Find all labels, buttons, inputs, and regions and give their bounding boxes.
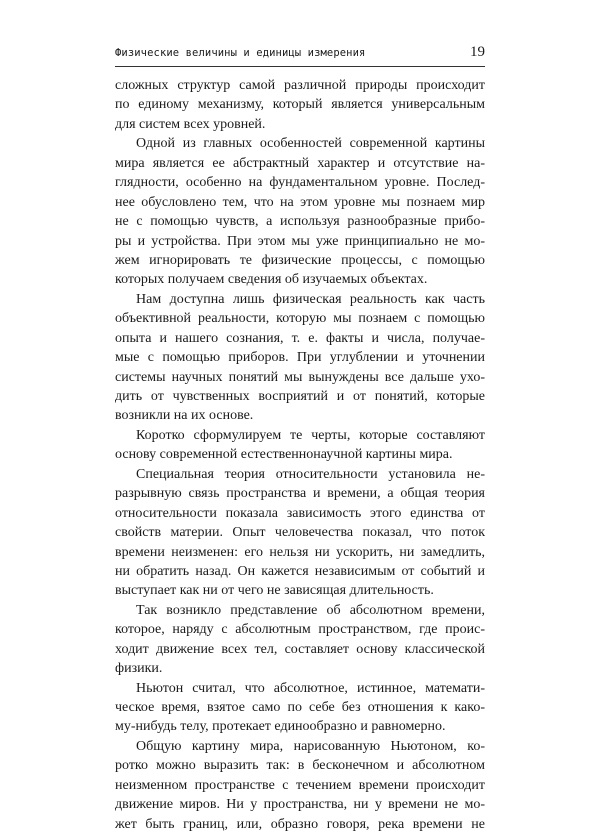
text-line: му-нибудь телу, протекает единообразно и равномерно. — [115, 719, 446, 735]
text-line: ческое время, взятое само по себе без отношения к како- — [115, 700, 485, 715]
text-line: системы научных понятий мы вынуждены все дальше ухо- — [115, 369, 485, 385]
text-line: сложных структур самой различной природы происходит — [115, 78, 485, 93]
text-line: нее обусловлено тем, что на этом уровне мы познаем мир — [115, 194, 485, 210]
text-line: жет быть границ, или, образно говоря, река времени не — [115, 816, 485, 832]
text-line: движение миров. Ни у пространства, ни у времени не мо- — [115, 797, 485, 813]
text-line: Коротко сформулируем те черты, которые составляют — [136, 427, 485, 443]
text-line: не с помощью чувств, а используя разнообразные прибо- — [115, 214, 485, 230]
text-line: Специальная теория относительности установила не- — [136, 466, 485, 482]
text-line: по единому механизму, который является универсальным — [115, 97, 485, 113]
text-line: физики. — [115, 661, 163, 677]
text-line: жем игнорировать те физические процессы, с помощью — [115, 252, 485, 268]
text-line: Нам доступна лишь физическая реальность как часть — [136, 291, 485, 307]
text-line: Одной из главных особенностей современной картины — [136, 136, 485, 152]
page-number: 19 — [470, 44, 485, 60]
text-line: опыта и нашего сознания, т. е. факты и числа, получае- — [115, 330, 485, 346]
text-line: свойств материи. Опыт человечества показал, что поток — [115, 525, 485, 541]
text-line: времени неизменен: его нельзя ни ускорить, ни замедлить, — [115, 544, 485, 560]
text-line: выступает как ни от чего не зависящая длительность. — [115, 583, 434, 599]
text-line: Общую картину мира, нарисованную Ньютоном, ко- — [136, 738, 485, 754]
header-rule — [115, 66, 485, 67]
text-line: мые с помощью приборов. При углублении и уточнении — [115, 350, 485, 366]
text-line: основу современной естественнонаучной картины мира. — [115, 447, 453, 463]
text-line: ходит движение всех тел, составляет основу классической — [115, 641, 485, 657]
text-line: разрывную связь пространства и времени, а общая теория — [115, 486, 485, 502]
text-line: возникли на их основе. — [115, 408, 254, 424]
running-header — [115, 44, 485, 61]
text-line: глядности, особенно на фундаментальном уровне. Послед- — [115, 175, 485, 191]
page-body-text — [115, 76, 485, 834]
text-line: мира является ее абстрактный характер и отсутствие на- — [115, 155, 485, 171]
text-line: которых получаем сведения об изучаемых объектах. — [115, 272, 428, 288]
text-line: для систем всех уровней. — [115, 116, 266, 132]
text-line: неизменном пространстве с течением времени происходит — [115, 777, 485, 793]
text-line: ни обратить назад. Он кажется независимым от событий и — [115, 563, 485, 579]
text-line: дить от чувственных восприятий и от понятий, которые — [115, 389, 485, 404]
text-line: которое, наряду с абсолютным пространством, где проис- — [115, 622, 485, 638]
running-header-title: Физические величины и единицы измерения — [115, 47, 366, 59]
text-line: Так возникло представление об абсолютном времени, — [136, 602, 485, 618]
text-line: относительности показала зависимость этого единства от — [115, 505, 485, 521]
text-line: Ньютон считал, что абсолютное, истинное, математи- — [136, 680, 485, 696]
text-line: ры и устройства. При этом мы уже принципиально не мо- — [115, 233, 485, 249]
text-line: объективной реальности, которую мы познаем с помощью — [115, 311, 485, 327]
text-line: ротко можно выразить так: в бесконечном и абсолютном — [115, 758, 485, 774]
